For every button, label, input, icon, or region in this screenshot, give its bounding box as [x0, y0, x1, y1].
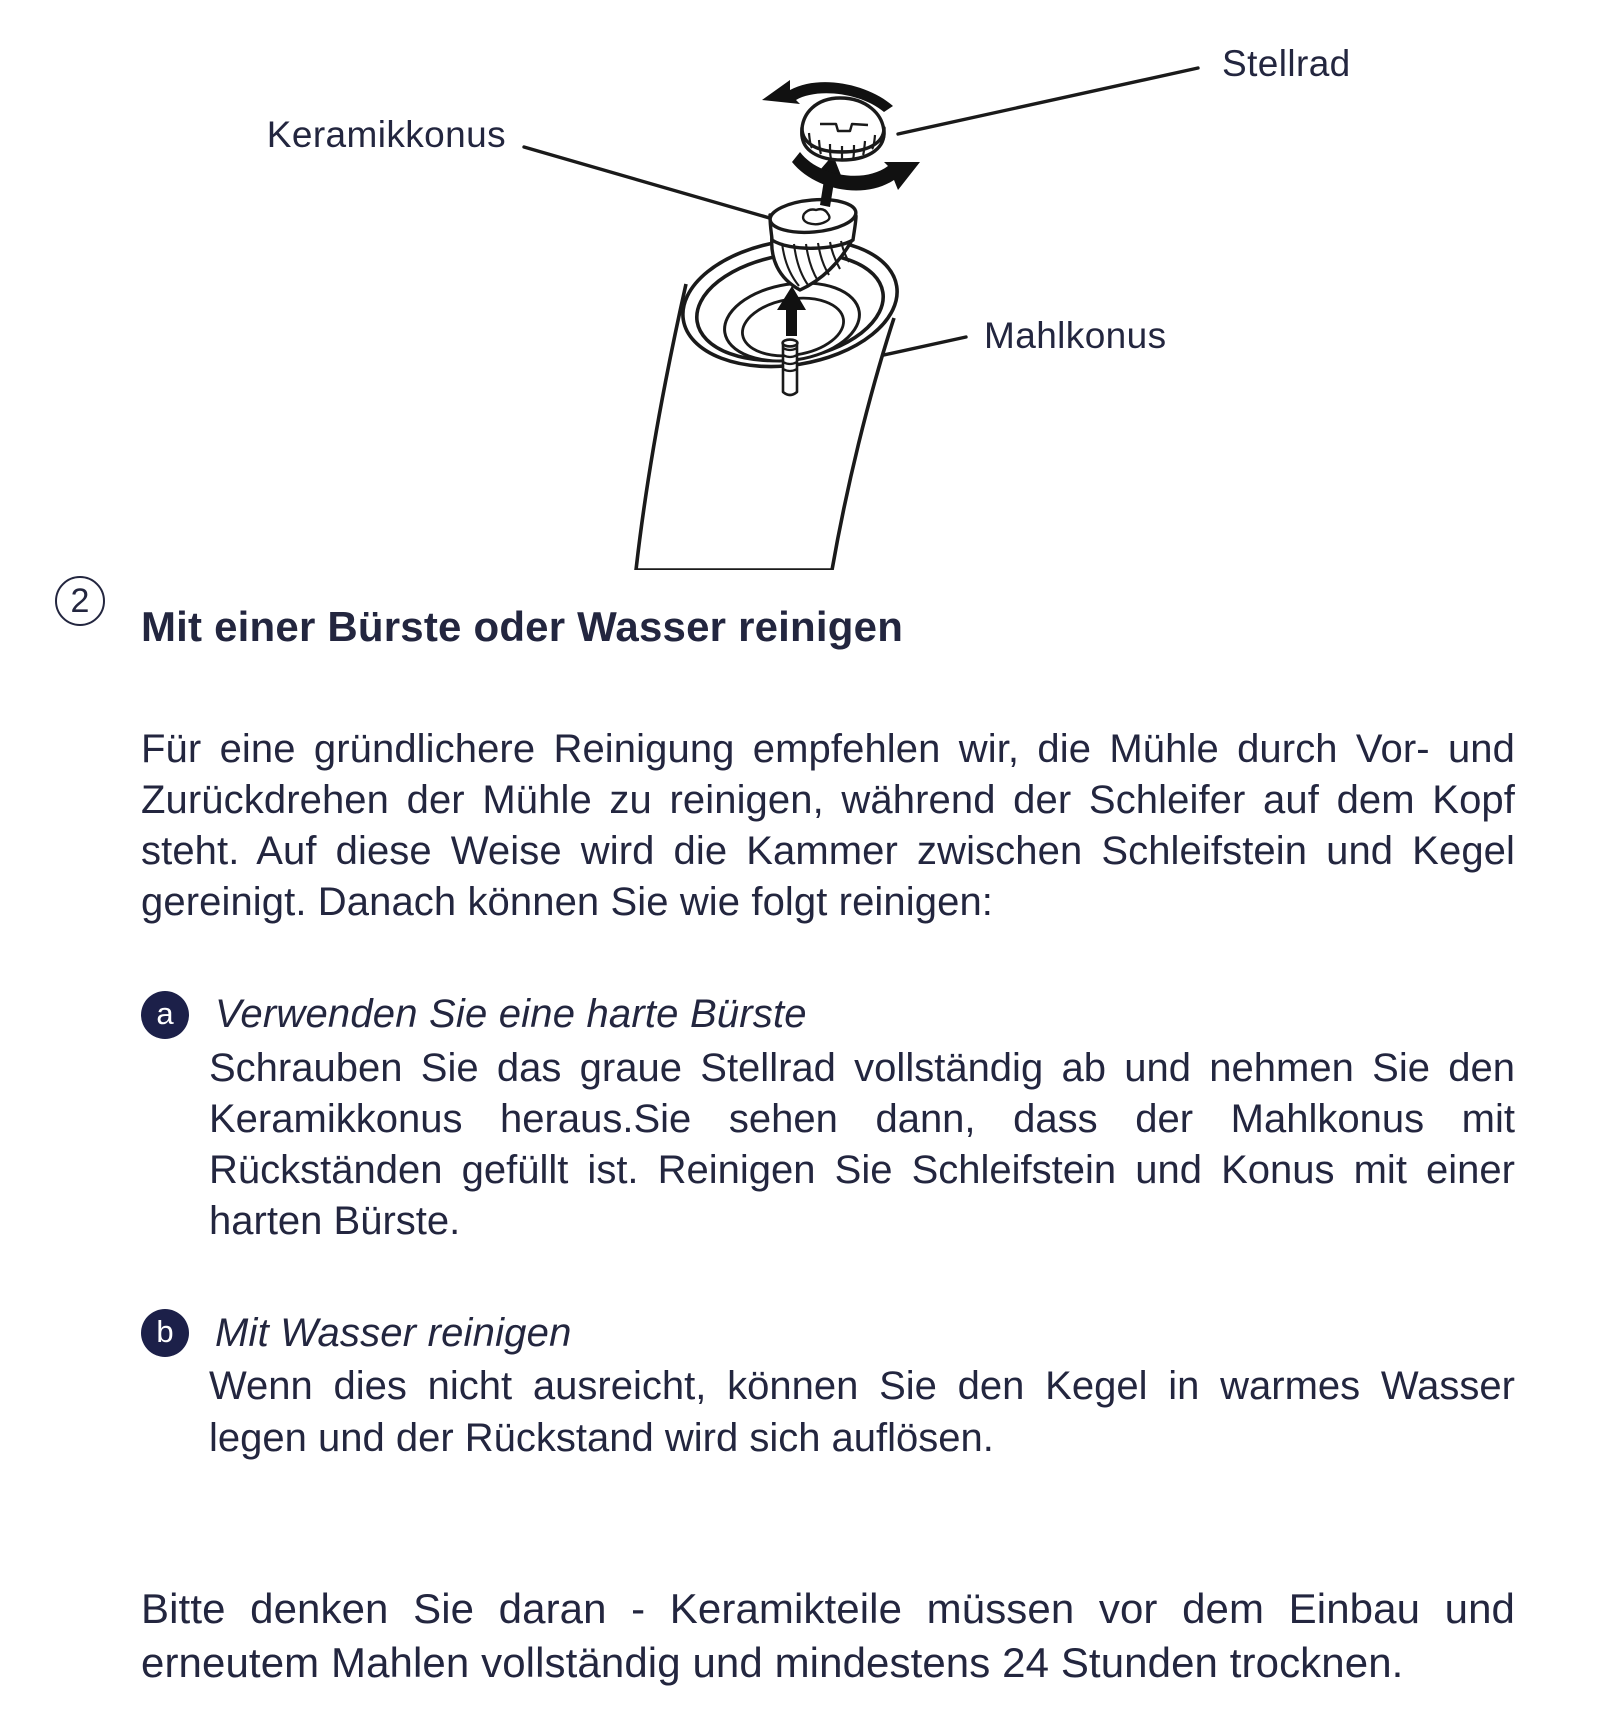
leader-line-stellrad [898, 68, 1198, 134]
substep-b-body: Wenn dies nicht ausreicht, können Sie den Kegel in warmes Wasser legen und der Rückstand wird sich auflösen. [209, 1364, 1515, 1460]
instructions-content [0, 570, 1600, 1733]
mill-body [636, 225, 906, 570]
step-heading-text: Mit einer Bürste oder Wasser reinigen [141, 602, 904, 650]
adjustment-wheel [802, 98, 884, 160]
diagram-label-mahlkonus: Mahlkonus [984, 315, 1167, 356]
step-intro-paragraph: Für eine gründlichere Reinigung empfehlen wir, die Mühle durch Vor- und Zurückdrehen der Mühle zu reinigen, während der Schleifer auf dem Kopf steht. Auf diese Weise wird die Kammer zwischen Schleifstein und Kegel gereinigt. Danach können Sie wie folgt reinigen: [141, 726, 1515, 925]
grinder-spindle [783, 340, 798, 395]
substep-b-head-row [141, 1309, 1515, 1357]
substep-b-badge: b [141, 1309, 189, 1357]
substep-a-body: Schrauben Sie das graue Stellrad vollständig ab und nehmen Sie den Keramikkonus heraus.Sie sehen dann, dass der Mahlkonus mit Rückständen gefüllt ist. Reinigen Sie Schleifstein und Konus mit einer harten Bürste. [209, 1045, 1515, 1244]
leader-line-keramikkonus [524, 147, 780, 221]
step-number-badge: 2 [55, 576, 105, 626]
substep-a-badge: a [141, 991, 189, 1039]
substep-a-head-row [141, 991, 1515, 1039]
adjustment-wheel-dome [802, 98, 884, 152]
step-heading-row [0, 570, 1600, 684]
exploded-diagram [0, 0, 1600, 570]
diagram-label-keramikkonus: Keramikkonus [266, 114, 506, 155]
substep-b-title: Mit Wasser reinigen [215, 1310, 572, 1355]
substep-b [0, 1309, 1600, 1463]
substep-a-title: Verwenden Sie eine harte Bürste [215, 992, 807, 1037]
ceramic-cone-screw-slot [803, 209, 829, 224]
diagram-svg [0, 0, 1600, 570]
closing-note: Bitte denken Sie daran - Keramikteile müssen vor dem Einbau und erneutem Mahlen vollständig und mindestens 24 Stunden trocknen. [141, 1584, 1515, 1687]
substep-a [0, 991, 1600, 1248]
diagram-label-stellrad: Stellrad [1222, 43, 1351, 84]
spindle-top [783, 340, 798, 347]
